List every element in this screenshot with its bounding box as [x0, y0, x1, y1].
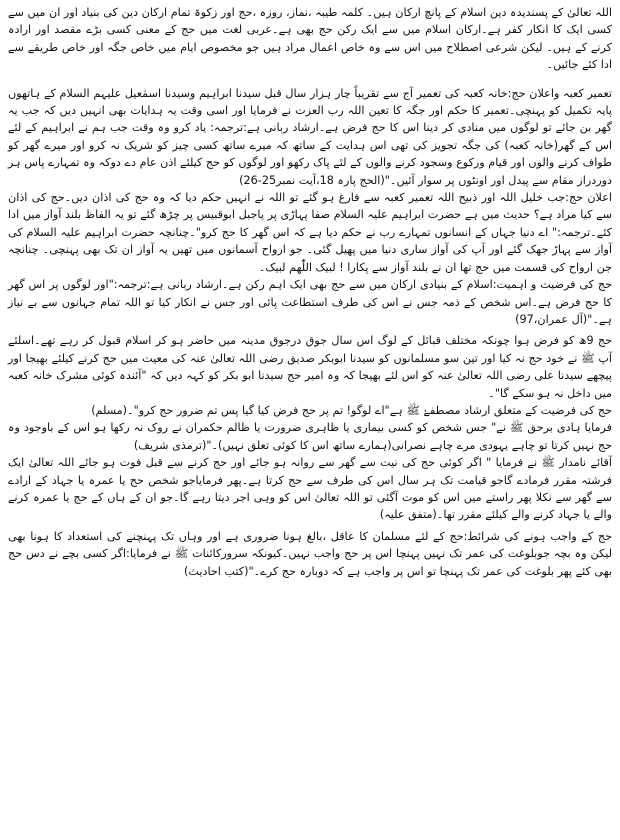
paragraph-gap [8, 74, 612, 85]
kaaba-construction-paragraph: تعمیر کعبہ واعلان حج:خانہ کعبہ کی تعمیر آج سے تقریباً چار ہزار سال قبل سیدنا ابراہیم وسیدنا اسمٰعیل علیہم السلام کے ہاتھوں پایہ تکمیل کو پہنچی۔تعمیر کا حکم اور جگہ کا تعین اللہ رب العزت نے فرمایا اور اسی وقت یہ ہدایات بھی انہیں دیں کہ جب یہ گھر بن جائے تو لوگوں میں منادی کر دینا اس کا حج فرض ہے۔ارشاد ربانی ہے:ترجمہ: یاد کرو وہ وقت جب ہم نے ابراہیم کے لئے اس کے گھر(خانہ کعبہ) کی جگہ تجویز کی تھی اس ہدایت کے ساتھ کہ میرے ساتھ کسی چیز کو شریک نہ کرو اور میرے گھر کو طواف کرنے والوں اور قیام ورکوع وسجود کرنے والوں کے لئے پاک رکھو اور لوگوں کو حج کیلئے اذن عام دے دوکہ وہ تمہارے پاس ہر دوردراز مقام سے پیدل اور اونٹوں پر سوار آئیں۔"(الحج پارہ 18،آیت نمبر25-26) [8, 86, 612, 187]
hadith-muslim-paragraph: حج کی فرضیت کے متعلق ارشاد مصطفےٰ ﷺ ہے"اے لوگو! تم پر حج فرض کیا گیا پس تم ضرور حج کرو"۔(مسلم) [91, 403, 612, 417]
hajj-conditions-paragraph: حج کے واجب ہونے کی شرائط:حج کے لئے مسلمان کا عاقل ،بالغ ہونا ضروری ہے اور وہاں تک پہنچنے کی استعداد کا ہونا بھی لیکن وہ بچہ جوبلوغت کی عمر تک نہیں پہنچا اس پر حج واجب نہیں۔کیونکہ سرورکائنات ﷺ نے فرمایا:اگر کسی بچے نے دس حج بھی کئے پھر بلوغت کی عمر تک پہنچا تو اس پر واجب ہے کہ دوبارہ حج کرے۔"(کتب احادیث) [8, 529, 612, 578]
hajj-announcement-paragraph: اعلان حج:جب خلیل اللہ اور ذبیح اللہ تعمیر کعبہ سے فارغ ہو گئے تو اللہ نے انہیں حکم دیا کہ وہ حج کی اذان دیں۔حج کی اذان سے کیا مراد ہے؟ حدیث میں ہے حضرت ابراہیم علیہ السلام صفا پہاڑی پر یاجبل ابوقبیس پر چڑھ گئے تو یہ الفاظ بلند آواز میں ادا کئے۔ترجمہ:" اے دنیا جہاں کے انسانوں تمہارے رب نے حکم دیا ہے کہ اس گھر کا حج کرو"۔چنانچہ حضرت ابراہیم علیہ السلام کی آواز سے پہاڑ جھک گئے اور آپ کی آواز ساری دنیا میں پھیل گئی۔ جو ارواح آسمانوں میں تھیں یہ آواز ان تک بھی پہنچی۔ چنانچہ جن ارواح کی قسمت میں حج تھا ان نے بلند آواز سے پکارا ! لبیک اللّٰھم لبیک۔ [8, 191, 612, 274]
hajj-history-paragraph: حج 9ھ کو فرض ہوا چونکہ مختلف قبائل کے لوگ اس سال جوق درجوق مدینہ میں حاضر ہو کر اسلام قبول کر رہے تھے۔اسلئے آپ ﷺ نے خود حج نہ کیا اور تین سو مسلمانوں کو سیدنا ابوبکر صدیق رضی اللہ تعالیٰ عنہ کی معیت میں حج کرنے کیلئے بھیجا اور پیچھے سیدنا علی رضی اللہ تعالیٰ عنہ کو اس لئے بھیجا کہ وہ امیر حج سیدنا ابو بکر کو کہہ دیں کہ "آئندہ کوئی مشرک خانہ کعبہ میں داخل نہ ہو سکے گا"۔ [8, 334, 612, 400]
hadith-intention-paragraph: آقائے نامدار ﷺ نے فرمایا " اگر کوئی حج کی نیت سے گھر سے روانہ ہو جائے اور حج کرنے سے قبل فوت ہو جائے اللہ تعالیٰ ایک فرشتہ مقرر فرمادے گاجو قیامت تک ہر سال اس کی طرف سے حج کرتا ہے۔پھر فرمایاجو شخص حج یا عمرہ یا جہاد کے ارادے سے گھر سے نکلا پھر راستے میں اس کو موت آگئی تو اللہ تعالیٰ اس کو وہی اجر دیتا رہے گا۔جو ان کے ہاں کے حج یا عمرہ کرنے والے یا جہاد کرنے والے کیلئے مقرر تھا۔(متفق علیہ) [8, 456, 612, 522]
hajj-obligation-paragraph: حج کی فرضیت و اہمیت:اسلام کے بنیادی ارکان میں سے حج بھی ایک اہم رکن ہے۔ارشاد ربانی ہے:ترجمہ:"اور لوگوں پر اس گھر کا حج فرض ہے۔اس شخص کے ذمہ جس نے اس کی طرف استطاعت پائی اور جس نے انکار کیا تو اللہ تمام جہانوں سے بے نیاز ہے۔"(آل عمران،97) [8, 278, 612, 326]
hadith-tirmidhi-paragraph: فرمایا ہادی برحق ﷺ نے" جس شخص کو کسی بیماری یا ظاہری ضرورت یا ظالم حکمران نے روک نہ رکھا ہو اس کے باوجود وہ حج نہیں کرتا تو چاہے یہودی مرے چاہے نصرانی(ہمارے ساتھ اس کا کوئی تعلق نہیں)۔"(ترمذی شریف) [8, 421, 612, 452]
intro-paragraph: اللہ تعالیٰ کے پسندیدہ دین اسلام کے پانچ ارکان ہیں۔ کلمہ طیبہ ،نماز، روزہ ،حج اور زکوۃ تمام ارکان دین کی بنیاد اور ان میں سے کسی ایک کا انکار کفر ہے۔ارکان اسلام میں سے ایک رکن حج بھی ہے۔عربی لغت میں حج کے معنی کسی بڑے مقصد اور ارادہ کرنے کے ہیں۔ لیکن شرعی اصطلاح میں اس سے وہ خاص اعمال مراد ہیں جو مخصوص ایام میں خاص جگہ اور خاص طریقے سے ادا کئے جائیں۔ [8, 6, 612, 72]
